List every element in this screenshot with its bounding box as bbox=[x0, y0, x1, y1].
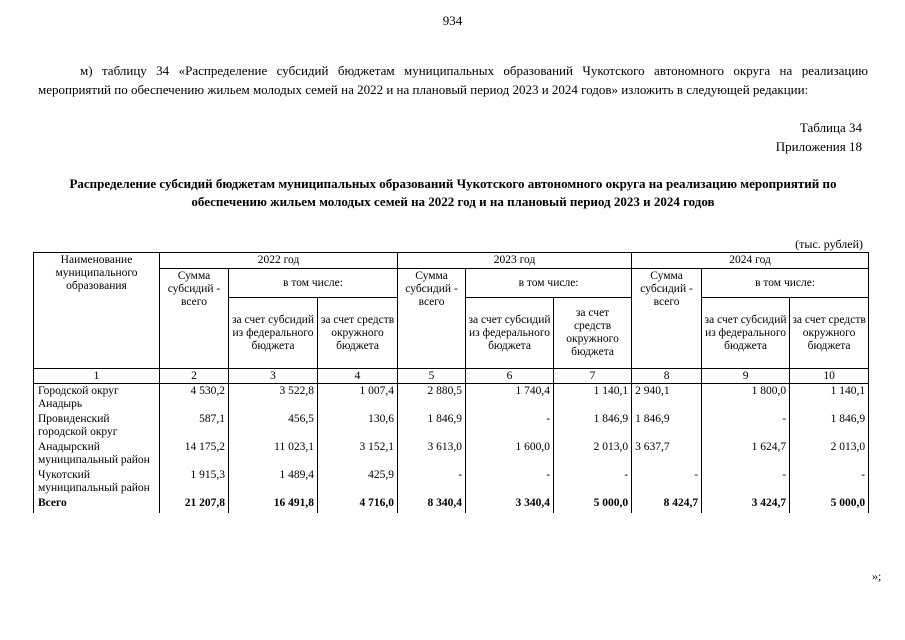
table-row bbox=[34, 468, 869, 496]
header-year-2022: 2022 год bbox=[160, 253, 398, 269]
cell-value: 3 637,7 bbox=[632, 440, 702, 468]
header-district-2024: за счет средств окружного бюджета bbox=[790, 298, 869, 369]
header-row-years bbox=[34, 253, 869, 269]
total-value: 8 340,4 bbox=[398, 496, 466, 513]
cell-value: - bbox=[632, 468, 702, 496]
total-row bbox=[34, 496, 869, 513]
header-district-2022: за счет средств окружного бюджета bbox=[318, 298, 398, 369]
cell-value: 1 846,9 bbox=[790, 412, 869, 440]
cell-value: - bbox=[790, 468, 869, 496]
table-reference bbox=[776, 118, 862, 156]
header-federal-2023: за счет субсидий из федерального бюджета bbox=[466, 298, 554, 369]
row-name: Городской округ Анадырь bbox=[34, 384, 160, 413]
cell-value: 1 489,4 bbox=[229, 468, 318, 496]
cell-value: 1 915,3 bbox=[160, 468, 229, 496]
cell-value: 14 175,2 bbox=[160, 440, 229, 468]
cell-value: 130,6 bbox=[318, 412, 398, 440]
col-number: 8 bbox=[632, 369, 702, 384]
total-value: 3 424,7 bbox=[702, 496, 790, 513]
col-number: 6 bbox=[466, 369, 554, 384]
total-value: 4 716,0 bbox=[318, 496, 398, 513]
cell-value: 1 846,9 bbox=[398, 412, 466, 440]
col-number: 10 bbox=[790, 369, 869, 384]
col-number: 9 bbox=[702, 369, 790, 384]
header-including-2023: в том числе: bbox=[466, 269, 632, 298]
cell-value: - bbox=[398, 468, 466, 496]
cell-value: 3 613,0 bbox=[398, 440, 466, 468]
table-title: Распределение субсидий бюджетам муниципальных образований Чукотского автономного округа на реализацию мероприятий по обеспечению жильем молодых семей на 2022 год и на плановый период 2023 и 2024 годов bbox=[69, 176, 837, 209]
total-value: 5 000,0 bbox=[554, 496, 632, 513]
cell-value: 1 624,7 bbox=[702, 440, 790, 468]
cell-value: - bbox=[466, 412, 554, 440]
header-sum-2022: Сумма субсидий - всего bbox=[160, 269, 229, 369]
row-name: Провиденский городской округ bbox=[34, 412, 160, 440]
cell-value: - bbox=[702, 412, 790, 440]
col-number: 1 bbox=[34, 369, 160, 384]
total-label: Всего bbox=[34, 496, 160, 513]
cell-value: 1 740,4 bbox=[466, 384, 554, 413]
cell-value: 456,5 bbox=[229, 412, 318, 440]
header-including-2024: в том числе: bbox=[702, 269, 869, 298]
header-sum-2024: Сумма субсидий - всего bbox=[632, 269, 702, 369]
col-number: 3 bbox=[229, 369, 318, 384]
total-value: 5 000,0 bbox=[790, 496, 869, 513]
cell-value: 3 522,8 bbox=[229, 384, 318, 413]
header-year-2023: 2023 год bbox=[398, 253, 632, 269]
row-name: Чукотский муниципальный район bbox=[34, 468, 160, 496]
cell-value: 2 880,5 bbox=[398, 384, 466, 413]
cell-value: 2 940,1 bbox=[632, 384, 702, 413]
cell-value: 11 023,1 bbox=[229, 440, 318, 468]
col-number: 5 bbox=[398, 369, 466, 384]
table-reference-line2: Приложения 18 bbox=[775, 139, 862, 154]
col-number: 7 bbox=[554, 369, 632, 384]
header-federal-2022: за счет субсидий из федерального бюджета bbox=[229, 298, 318, 369]
page-number: 934 bbox=[442, 13, 463, 28]
subsidy-table bbox=[33, 252, 869, 513]
table-row bbox=[34, 412, 869, 440]
units-label: (тыс. рублей) bbox=[795, 237, 863, 251]
cell-value: 1 800,0 bbox=[702, 384, 790, 413]
col-number: 4 bbox=[318, 369, 398, 384]
total-value: 21 207,8 bbox=[160, 496, 229, 513]
header-including-2022: в том числе: bbox=[229, 269, 398, 298]
cell-value: 4 530,2 bbox=[160, 384, 229, 413]
intro-paragraph: м) таблицу 34 «Распределение субсидий бюджетам муниципальных образований Чукотского автономного округа на реализацию мероприятий по обеспечению жильем молодых семей на 2022 и на плановый период 2023 и 2024 годов» изложить в следующей редакции: bbox=[38, 63, 868, 97]
header-row-numbers bbox=[34, 369, 869, 384]
cell-value: - bbox=[554, 468, 632, 496]
cell-value: 1 140,1 bbox=[790, 384, 869, 413]
cell-value: 1 846,9 bbox=[632, 412, 702, 440]
header-sum-2023: Сумма субсидий - всего bbox=[398, 269, 466, 369]
header-district-2023: за счет средств окружного бюджета bbox=[554, 298, 632, 369]
cell-value: 425,9 bbox=[318, 468, 398, 496]
table-row bbox=[34, 440, 869, 468]
header-name: Наименование муниципального образования bbox=[34, 253, 160, 369]
table-reference-line1: Таблица 34 bbox=[799, 120, 862, 135]
total-value: 16 491,8 bbox=[229, 496, 318, 513]
row-name: Анадырский муниципальный район bbox=[34, 440, 160, 468]
cell-value: 3 152,1 bbox=[318, 440, 398, 468]
cell-value: 1 600,0 bbox=[466, 440, 554, 468]
cell-value: 2 013,0 bbox=[554, 440, 632, 468]
header-year-2024: 2024 год bbox=[632, 253, 869, 269]
cell-value: - bbox=[466, 468, 554, 496]
total-value: 3 340,4 bbox=[466, 496, 554, 513]
total-value: 8 424,7 bbox=[632, 496, 702, 513]
cell-value: 1 140,1 bbox=[554, 384, 632, 413]
cell-value: 1 007,4 bbox=[318, 384, 398, 413]
cell-value: 1 846,9 bbox=[554, 412, 632, 440]
header-federal-2024: за счет субсидий из федерального бюджета bbox=[702, 298, 790, 369]
cell-value: - bbox=[702, 468, 790, 496]
closing-quote-mark: »; bbox=[872, 569, 882, 583]
cell-value: 587,1 bbox=[160, 412, 229, 440]
table-row bbox=[34, 384, 869, 413]
cell-value: 2 013,0 bbox=[790, 440, 869, 468]
header-row-sub bbox=[34, 269, 869, 298]
col-number: 2 bbox=[160, 369, 229, 384]
